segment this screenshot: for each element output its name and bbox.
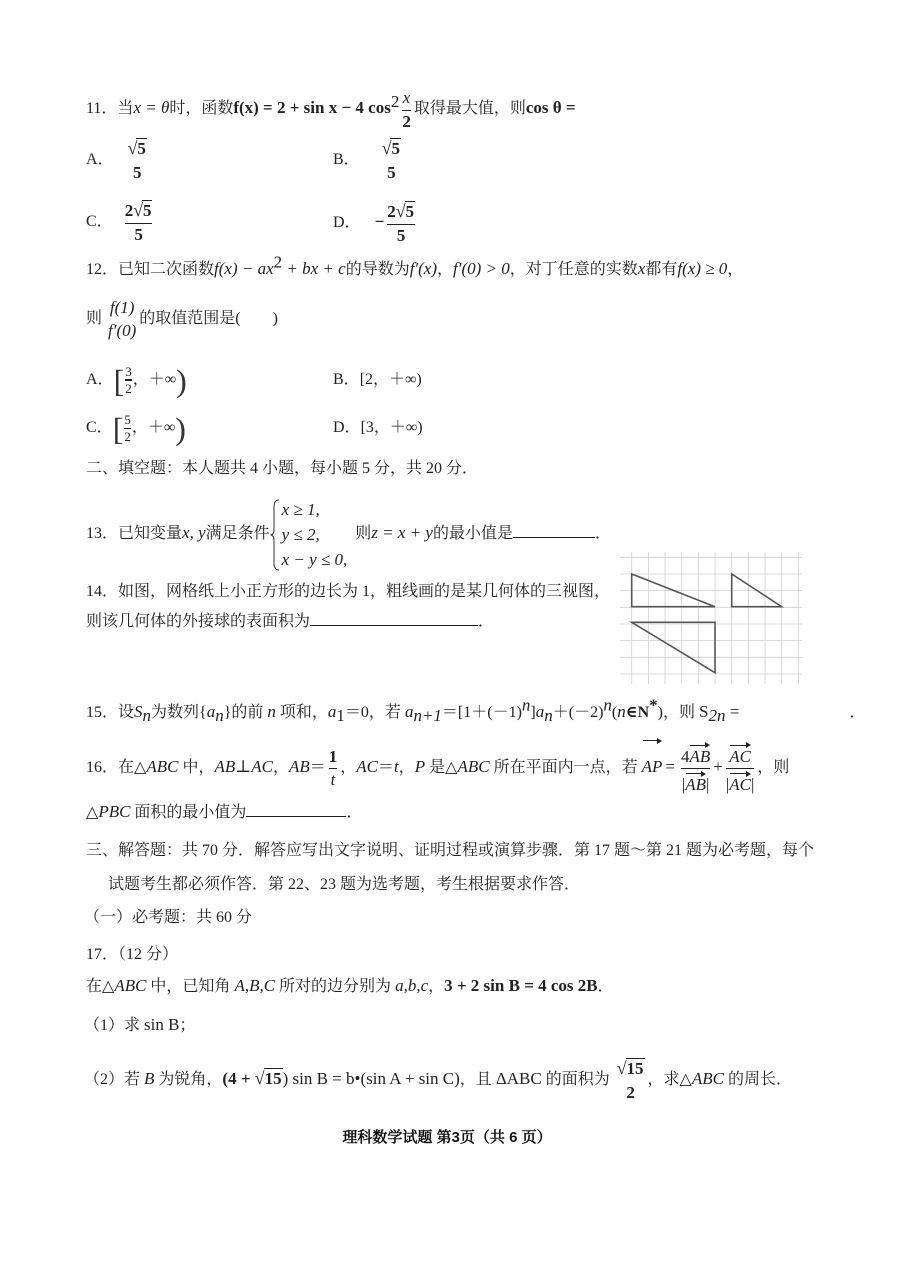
stem-text: 满足条件	[205, 525, 270, 542]
math-expr: x	[637, 259, 646, 278]
math-subscript: n	[142, 706, 152, 726]
math-var: a	[535, 702, 545, 721]
fraction	[108, 298, 136, 341]
math-var: a,b,c	[395, 976, 429, 995]
option-label: B．	[333, 151, 360, 168]
stem-text: 项和，	[275, 704, 328, 721]
math-subscript: 1	[336, 706, 345, 726]
interval-rest: ，＋∞	[132, 371, 177, 388]
stem-text: ]	[530, 704, 536, 721]
fraction-bar	[382, 161, 401, 162]
stem-text: ，对丁任意的实数	[509, 261, 638, 278]
abs-bar: |	[706, 775, 710, 795]
stem-text: ，	[398, 759, 415, 776]
fraction-denominator: 2	[124, 428, 131, 444]
vector-ac: AC	[729, 770, 751, 795]
fraction-numerator: 3	[125, 363, 132, 379]
fraction	[125, 200, 153, 244]
stem-text: （2）若	[84, 1071, 145, 1088]
fraction-bar	[387, 224, 415, 225]
math-var: n	[267, 702, 276, 721]
q15-stem	[86, 695, 866, 726]
stem-text: （1）求	[84, 1017, 145, 1034]
fraction-denominator	[726, 770, 755, 795]
fraction-bar	[108, 319, 136, 320]
q17-part-1	[84, 1014, 195, 1037]
question-number: 15．	[86, 704, 119, 721]
stem-text: 的导数为	[345, 261, 410, 278]
constraint-row: x − y ≤ 0,	[281, 549, 348, 569]
fraction-numerator: x	[402, 88, 411, 107]
fraction-numerator: f(1)	[109, 297, 135, 317]
fraction	[617, 1058, 645, 1102]
stem-text: ＝	[378, 759, 395, 776]
math-expr: sin B	[144, 1015, 180, 1034]
q14-stem-line-2	[86, 611, 494, 633]
stem-text: 已知二次函数	[118, 261, 215, 278]
radicand: 5	[391, 139, 400, 159]
math-expr: z = x + y	[371, 523, 433, 542]
option-label: A．	[86, 371, 114, 388]
radicand: 15	[264, 1069, 282, 1088]
minus-sign: −	[374, 212, 385, 231]
stem-text: 面积的最小值为	[130, 804, 247, 821]
stem-end: ．	[478, 613, 495, 630]
stem-text: 则	[86, 310, 103, 327]
fraction-bar	[726, 768, 755, 769]
stem-text: 已知变量	[118, 525, 183, 542]
fraction-denominator: 2	[125, 381, 132, 397]
stem-text: 的周长．	[723, 1071, 792, 1088]
vector-ap: AP	[642, 737, 663, 792]
math-var: AB	[288, 757, 310, 776]
fraction-denominator: 5	[134, 224, 143, 244]
stem-text: 在△	[118, 759, 147, 776]
math-superscript: n	[603, 695, 612, 715]
stem-text: )，则	[657, 704, 699, 721]
sqrt-expr	[255, 1054, 283, 1103]
q12-option-c	[86, 406, 186, 450]
q16-stem-line-2	[86, 801, 362, 824]
close-paren: )	[176, 362, 187, 399]
stem-text: 为数列{	[151, 704, 207, 721]
interval-rest: ，＋∞	[131, 419, 176, 436]
stem-text: 的最小值是	[432, 525, 513, 542]
math-expr: x = θ	[133, 98, 170, 118]
q17-part-2	[84, 1054, 792, 1104]
constraint-row: x ≥ 1,	[281, 499, 320, 519]
close-paren: )	[175, 410, 186, 447]
stem-text: ＋(－2)	[552, 704, 604, 721]
stem-text: △	[86, 804, 99, 821]
math-expr: f′(x)	[409, 259, 438, 278]
constraint-system	[270, 497, 348, 572]
q14-stem-line-1: 14．如图，网格纸上小正方形的边长为 1，粗线画的是某几何体的三视图，	[86, 583, 611, 600]
fraction-denominator: 2	[626, 1082, 635, 1102]
math-superscript: 2	[273, 252, 283, 272]
stem-end: ．	[849, 704, 866, 721]
radicand: 15	[626, 1059, 644, 1079]
math-var: a	[327, 702, 337, 721]
math-subscript: n	[544, 706, 553, 726]
sqrt-expr	[617, 1058, 645, 1079]
fraction-numerator: 1	[328, 746, 338, 766]
question-number: 13．	[86, 525, 119, 542]
math-var: P	[414, 757, 426, 776]
stem-text: ＝[1＋(－1)	[441, 704, 522, 721]
math-var: t	[394, 757, 399, 776]
sqrt-expr	[396, 201, 415, 222]
q11-option-c	[86, 198, 155, 246]
math-expr: f′(0) > 0	[453, 259, 510, 278]
stem-text: 的取值范围是( )	[139, 310, 278, 327]
stem-text: (	[611, 704, 618, 721]
q11-option-a	[86, 136, 150, 184]
section-2-heading: 二、填空题：本人题共 4 小题，每小题 5 分，共 20 分．	[86, 460, 479, 477]
q12-option-d	[333, 406, 423, 450]
stem-text: ∈N	[625, 704, 650, 721]
abs-bar: |	[750, 775, 755, 795]
sqrt-expr	[128, 138, 147, 159]
stem-text: 是△	[425, 759, 458, 776]
math-var: a	[206, 702, 216, 721]
fraction	[382, 138, 401, 182]
fraction	[681, 742, 710, 795]
question-number: 12．	[86, 261, 119, 278]
stem-text: ，	[727, 261, 744, 278]
math-expr: + bx + c	[282, 259, 346, 278]
math-subscript: n	[215, 706, 224, 726]
stem-text: ，求△	[647, 1071, 692, 1088]
q11-option-d	[333, 198, 418, 247]
math-var: S	[699, 702, 709, 721]
constraint-row: y ≤ 2,	[281, 524, 320, 544]
vector-ab: AB	[689, 742, 710, 767]
left-brace-icon	[270, 499, 280, 571]
three-view-grid-figure	[618, 550, 804, 688]
math-expr: cos θ =	[525, 98, 576, 118]
math-superscript: 2	[390, 91, 400, 111]
abs-bar: |	[725, 775, 730, 795]
math-expr: x, y	[182, 523, 206, 542]
stem-text: ，则	[757, 759, 790, 776]
answer-blank	[246, 802, 346, 817]
sqrt-sign: √	[395, 201, 406, 222]
math-var: PBC	[98, 802, 131, 821]
fraction-denominator	[682, 770, 710, 795]
fraction-numerator	[125, 200, 153, 221]
part-1-heading: （一）必考题：共 60 分	[84, 909, 253, 926]
stem-text: 所对的边分别为	[275, 978, 396, 995]
stem-text: 中，	[178, 759, 215, 776]
math-var: a	[404, 702, 414, 721]
math-var: ΔABC	[495, 1069, 542, 1088]
math-expr: 3 + 2 sin B = 4 cos 2B	[444, 976, 598, 995]
q12-stem-line-1	[86, 252, 744, 284]
q11-stem	[86, 88, 576, 131]
top-view-triangle	[632, 622, 715, 672]
math-var: AC	[356, 757, 378, 776]
fraction-bar	[128, 161, 147, 162]
answer-blank	[310, 611, 478, 626]
q16-stem-line-1	[86, 737, 789, 795]
page-footer: 理科数学试题 第3页（共 6 页）	[342, 1129, 552, 1146]
grid-lines	[620, 552, 802, 684]
option-label: C．	[86, 213, 113, 230]
stem-text: 则该几何体的外接球的表面积为	[86, 613, 311, 630]
fraction-denominator: f′(0)	[108, 321, 137, 341]
fraction-bar	[402, 110, 411, 111]
stem-text: 都有	[645, 261, 678, 278]
fraction	[726, 742, 755, 795]
q12-stem-line-2	[86, 295, 278, 343]
stem-text: ，	[340, 759, 357, 776]
fraction-bar	[329, 768, 338, 769]
fraction	[329, 747, 338, 790]
math-var: B	[144, 1069, 155, 1088]
q11-option-b	[333, 136, 404, 184]
stem-text: ；	[179, 1017, 196, 1034]
fraction	[124, 413, 131, 443]
q17-heading: 17．（12 分）	[86, 946, 179, 963]
stem-text: 时，函数	[169, 100, 234, 118]
section-3-heading-line-2: 试题考生都必须作答．第 22、23 题为选考题，考生根据要求作答．	[108, 876, 581, 893]
stem-text: 的面积为	[541, 1071, 614, 1088]
fraction-numerator	[681, 742, 710, 767]
sqrt-sign: √	[133, 200, 143, 221]
question-number: 11．	[86, 100, 118, 118]
fraction-denominator: 5	[387, 162, 396, 182]
stem-text: 在△	[86, 978, 115, 995]
math-var: ABC	[114, 976, 147, 995]
sqrt-sign: √	[381, 138, 392, 159]
fraction-numerator	[387, 201, 415, 222]
abs-bar: |	[681, 775, 686, 795]
open-bracket: [	[112, 410, 124, 447]
vector-ac: AC	[729, 742, 751, 767]
fraction-bar	[681, 768, 710, 769]
sqrt-expr	[382, 138, 401, 159]
radicand: 5	[137, 139, 146, 159]
option-label: D．	[333, 419, 361, 436]
stem-text: ＝	[309, 759, 326, 776]
stem-text: ，	[272, 759, 289, 776]
fraction	[125, 365, 132, 396]
fraction-denominator: t	[330, 770, 336, 790]
fraction	[402, 88, 411, 131]
option-text: [3，＋∞)	[360, 419, 423, 436]
sqrt-sign: √	[616, 1058, 627, 1079]
fraction-bar	[617, 1081, 645, 1082]
math-var: ABC	[146, 757, 179, 776]
stem-text: ，且	[459, 1071, 496, 1088]
sqrt-sign: √	[127, 138, 138, 159]
open-bracket: [	[113, 362, 125, 399]
stem-text: ．	[597, 978, 614, 995]
fraction-denominator: 2	[402, 111, 411, 131]
question-number: 16．	[86, 759, 119, 776]
math-superscript: n	[521, 695, 531, 715]
option-label: A．	[86, 151, 114, 168]
vector-ab: AB	[685, 770, 706, 795]
q12-option-a	[86, 358, 187, 402]
section-3-heading-line-1: 三、解答题：共 70 分．解答应写出文字说明、证明过程或演算步骤．第 17 题～第 21 题为必考题，每个	[86, 842, 815, 859]
radicand: 5	[405, 202, 415, 222]
math-expr: AB⊥AC	[214, 757, 273, 776]
fraction-bar	[125, 223, 153, 224]
fraction-denominator: 5	[396, 225, 406, 245]
fraction	[387, 201, 415, 245]
stem-text: ＝0，若	[344, 704, 405, 721]
sqrt-sign: √	[254, 1068, 265, 1088]
option-label: C．	[86, 419, 113, 436]
answer-blank	[513, 523, 595, 538]
coefficient: 2	[387, 202, 396, 222]
math-var: S	[134, 702, 143, 721]
math-subscript: 2n	[708, 706, 726, 726]
option-label: B．	[333, 371, 360, 388]
math-var: ABC	[457, 757, 490, 776]
q12-option-b	[333, 358, 422, 402]
coefficient: 4	[680, 746, 690, 766]
stem-text: 中，已知角	[146, 978, 235, 995]
stem-text: }的前	[223, 704, 268, 721]
math-expr: f(x) ≥ 0	[677, 259, 728, 278]
math-expr: =	[725, 702, 740, 721]
math-var: n	[617, 702, 626, 721]
fraction	[128, 138, 147, 182]
stem-text: 为锐角，	[154, 1071, 223, 1088]
coefficient: 2	[124, 201, 134, 221]
stem-text: 当	[117, 100, 134, 118]
math-var: A,B,C	[234, 976, 276, 995]
stem-end: ．	[346, 804, 363, 821]
stem-text: 则	[355, 525, 372, 542]
math-superscript: *	[649, 695, 658, 715]
stem-text: 所在平面内一点，若	[489, 759, 642, 776]
math-expr: f(x) − ax	[214, 259, 274, 278]
stem-text: 设	[118, 704, 135, 721]
fraction-denominator: 5	[132, 162, 142, 182]
math-var: ABC	[691, 1069, 724, 1088]
stem-text: 取得最大值，则	[413, 100, 526, 118]
plus-sign: +	[713, 757, 723, 776]
equals-sign: =	[665, 757, 675, 776]
stem-text: ，	[437, 261, 454, 278]
sqrt-expr	[133, 200, 152, 221]
option-label: D．	[333, 214, 361, 231]
q17-body	[86, 974, 614, 999]
math-expr: f(x) = 2 + sin x − 4 cos	[233, 98, 391, 118]
stem-end: ．	[594, 525, 611, 542]
radicand: 5	[142, 201, 152, 221]
fraction-numerator: 5	[124, 412, 131, 428]
q13-stem	[86, 494, 611, 573]
math-expr: ) sin B = b•(sin A + sin C)	[282, 1069, 460, 1088]
stem-text: ，	[428, 978, 445, 995]
option-text: [2，＋∞)	[359, 371, 422, 388]
math-subscript: n+1	[413, 706, 442, 726]
math-expr: (4 +	[222, 1069, 255, 1088]
